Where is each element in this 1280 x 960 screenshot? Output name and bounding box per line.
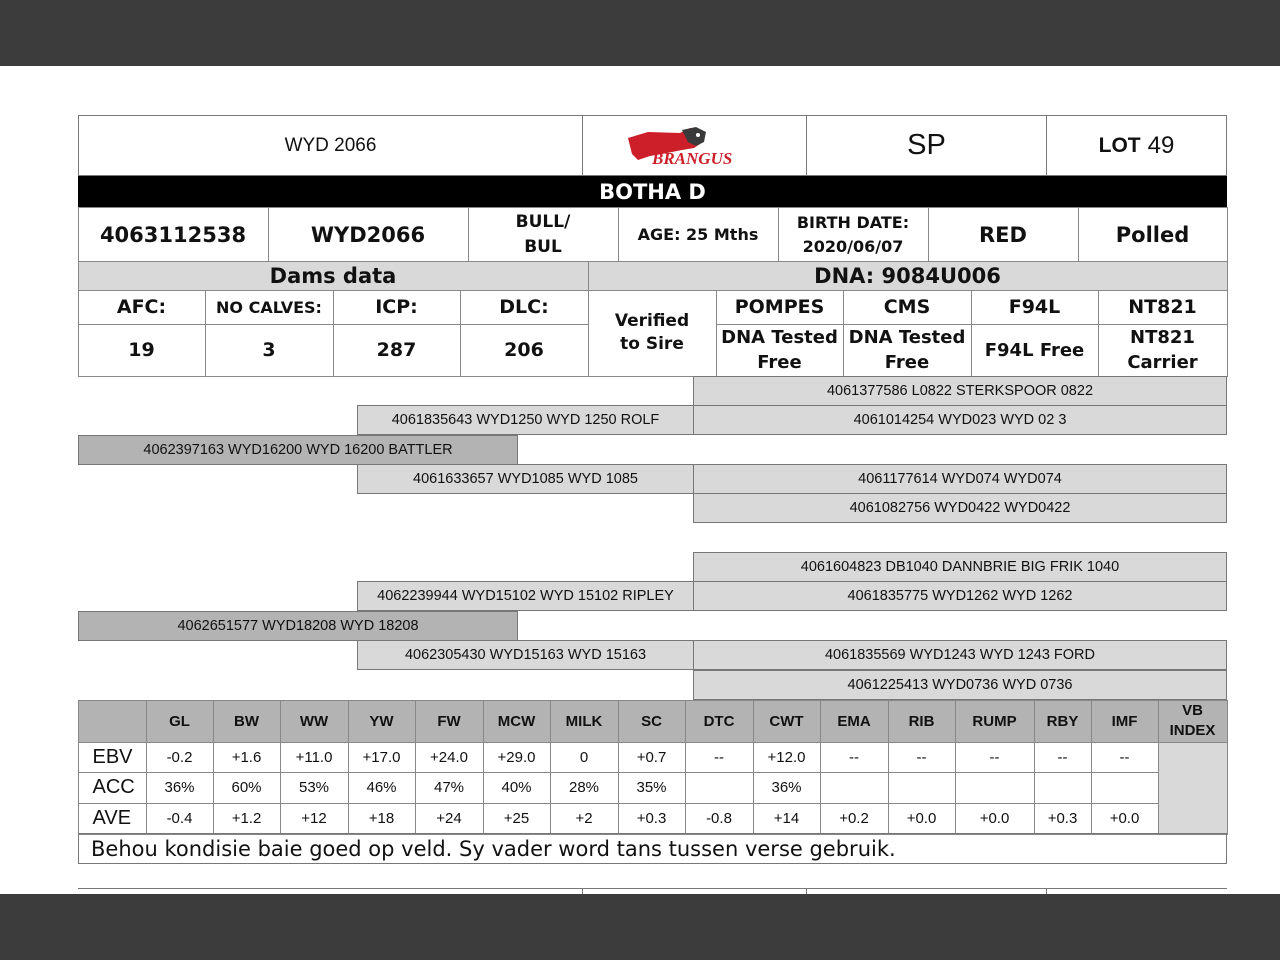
ebv-value: -- — [888, 742, 956, 773]
ebv-value: +1.6 — [213, 742, 281, 773]
pedigree-sire-sire-sire: 4061377586 L0822 STERKSPOOR 0822 — [693, 376, 1227, 406]
ave-value: +25 — [483, 803, 551, 835]
ebv-value: +29.0 — [483, 742, 551, 773]
dna-test-result-f94l: F94L Free — [971, 324, 1099, 377]
dams-value-calves: 3 — [205, 324, 334, 377]
remark — [78, 833, 1227, 864]
ebv-header: CWT — [753, 700, 821, 743]
acc-row-label: ACC — [78, 772, 147, 804]
ebv-header: SC — [618, 700, 686, 743]
ave-value: +12 — [280, 803, 349, 835]
dams-title: Dams data — [78, 261, 589, 291]
tattoo-cell — [78, 115, 583, 176]
pedigree-dam-sire: 4062239944 WYD15102 WYD 15102 RIPLEY — [357, 581, 694, 611]
ebv-header: YW — [348, 700, 416, 743]
acc-value: 60% — [213, 772, 281, 804]
dams-header-calves: NO CALVES: — [205, 290, 334, 325]
pedigree-dam-dam: 4062305430 WYD15163 WYD 15163 — [357, 640, 694, 670]
ebv-header: IMF — [1091, 700, 1159, 743]
ave-value: +0.0 — [888, 803, 956, 835]
ebv-value: 0 — [550, 742, 619, 773]
ebv-header: WW — [280, 700, 349, 743]
ave-value: +18 — [348, 803, 416, 835]
ebv-value: +12.0 — [753, 742, 821, 773]
ave-value: +0.0 — [955, 803, 1035, 835]
pedigree-sire-dam-dam: 4061082756 WYD0422 WYD0422 — [693, 493, 1227, 523]
pedigree-dam-dam-sire: 4061835569 WYD1243 WYD 1243 FORD — [693, 640, 1227, 670]
animal-name-text: BOTHA D — [599, 180, 706, 204]
ave-value: +2 — [550, 803, 619, 835]
tattoo-text: WYD 2066 — [284, 134, 377, 156]
pedigree-dam: 4062651577 WYD18208 WYD 18208 — [78, 611, 518, 641]
ebv-header: MCW — [483, 700, 551, 743]
dams-value-icp: 287 — [333, 324, 461, 377]
ebv-value: +24.0 — [415, 742, 484, 773]
ebv-header-vb-index: VB INDEX — [1158, 700, 1228, 743]
dna-test-result-cms: DNA Tested Free — [843, 324, 972, 377]
remark-text: Behou kondisie baie goed op veld. Sy vader word tans tussen verse gebruik. — [91, 836, 896, 861]
ebv-header: RIB — [888, 700, 956, 743]
dna-test-result-pompes: DNA Tested Free — [716, 324, 844, 377]
ebv-row-label: EBV — [78, 742, 147, 773]
pedigree-sire-dam: 4061633657 WYD1085 WYD 1085 — [357, 464, 694, 494]
dams-dna-block — [78, 261, 1227, 376]
birth-date: BIRTH DATE: 2020/06/07 — [778, 207, 929, 263]
ebv-header: BW — [213, 700, 281, 743]
code-cell — [806, 115, 1047, 176]
acc-value: 40% — [483, 772, 551, 804]
dna-title: DNA: 9084U006 — [588, 261, 1228, 291]
pedigree-sire-dam-sire: 4061177614 WYD074 WYD074 — [693, 464, 1227, 494]
dams-value-dlc: 206 — [460, 324, 589, 377]
bottom-dark-band — [0, 894, 1280, 960]
animal-name — [78, 176, 1227, 208]
ebv-value: -0.2 — [146, 742, 214, 773]
ebv-header: FW — [415, 700, 484, 743]
code-text: SP — [907, 129, 946, 161]
acc-value: 46% — [348, 772, 416, 804]
ebv-header: GL — [146, 700, 214, 743]
ebv-value: -- — [820, 742, 889, 773]
ebv-table — [78, 700, 1227, 834]
acc-value — [1034, 772, 1092, 804]
acc-value: 47% — [415, 772, 484, 804]
dna-test-name-nt821: NT821 — [1098, 290, 1228, 325]
colour: RED — [928, 207, 1079, 263]
lot-label: LOT — [1098, 133, 1141, 157]
acc-value — [685, 772, 754, 804]
acc-value: 28% — [550, 772, 619, 804]
ebv-header: DTC — [685, 700, 754, 743]
dna-test-result-nt821: NT821 Carrier — [1098, 324, 1228, 377]
acc-value: 36% — [753, 772, 821, 804]
pedigree-sire-sire-dam: 4061014254 WYD023 WYD 02 3 — [693, 405, 1227, 435]
dams-header-dlc: DLC: — [460, 290, 589, 325]
sex: BULL/ BUL — [468, 207, 619, 263]
ebv-value: +11.0 — [280, 742, 349, 773]
pedigree-sire: 4062397163 WYD16200 WYD 16200 BATTLER — [78, 435, 518, 465]
pedigree-dam-sire-dam: 4061835775 WYD1262 WYD 1262 — [693, 581, 1227, 611]
pedigree-dam-sire-sire: 4061604823 DB1040 DANNBRIE BIG FRIK 1040 — [693, 552, 1227, 582]
dna-test-name-f94l: F94L — [971, 290, 1099, 325]
ave-value: -0.4 — [146, 803, 214, 835]
ave-value: +14 — [753, 803, 821, 835]
vb-index-value — [1158, 742, 1228, 835]
logo-text: BRANGUS — [651, 148, 732, 168]
ebv-value: +0.7 — [618, 742, 686, 773]
ebv-header: MILK — [550, 700, 619, 743]
lot-number: 49 — [1147, 131, 1175, 159]
animal-id: WYD2066 — [268, 207, 469, 263]
verified-to-sire: Verified to Sire — [588, 290, 717, 377]
dams-value-afc: 19 — [78, 324, 206, 377]
dams-header-icp: ICP: — [333, 290, 461, 325]
acc-value — [1091, 772, 1159, 804]
ebv-value: -- — [685, 742, 754, 773]
age: AGE: 25 Mths — [618, 207, 779, 263]
dna-test-name-pompes: POMPES — [716, 290, 844, 325]
ebv-value: -- — [955, 742, 1035, 773]
pedigree-sire-sire: 4061835643 WYD1250 WYD 1250 ROLF — [357, 405, 694, 435]
ebv-value: -- — [1034, 742, 1092, 773]
ave-value: +0.3 — [618, 803, 686, 835]
ebv-value: -- — [1091, 742, 1159, 773]
ebv-header: RUMP — [955, 700, 1035, 743]
dams-header-afc: AFC: — [78, 290, 206, 325]
acc-value: 53% — [280, 772, 349, 804]
ave-row-label: AVE — [78, 803, 147, 835]
lot-cell — [1046, 115, 1227, 176]
ave-value: +0.2 — [820, 803, 889, 835]
details-row — [78, 207, 1227, 262]
brangus-logo-icon — [620, 124, 770, 168]
ave-value: +24 — [415, 803, 484, 835]
acc-value: 35% — [618, 772, 686, 804]
acc-value — [888, 772, 956, 804]
ebv-header: EMA — [820, 700, 889, 743]
ave-value: +0.3 — [1034, 803, 1092, 835]
acc-value: 36% — [146, 772, 214, 804]
acc-value — [820, 772, 889, 804]
top-dark-band — [0, 0, 1280, 66]
reg-number: 4063112538 — [78, 207, 269, 263]
ebv-value: +17.0 — [348, 742, 416, 773]
ebv-header: RBY — [1034, 700, 1092, 743]
horn-status: Polled — [1078, 207, 1228, 263]
breed-logo-cell — [582, 115, 807, 176]
pedigree-dam-dam-dam: 4061225413 WYD0736 WYD 0736 — [693, 670, 1227, 700]
ave-value: +1.2 — [213, 803, 281, 835]
ave-value: +0.0 — [1091, 803, 1159, 835]
acc-value — [955, 772, 1035, 804]
ave-value: -0.8 — [685, 803, 754, 835]
ebv-corner — [78, 700, 147, 743]
dna-test-name-cms: CMS — [843, 290, 972, 325]
